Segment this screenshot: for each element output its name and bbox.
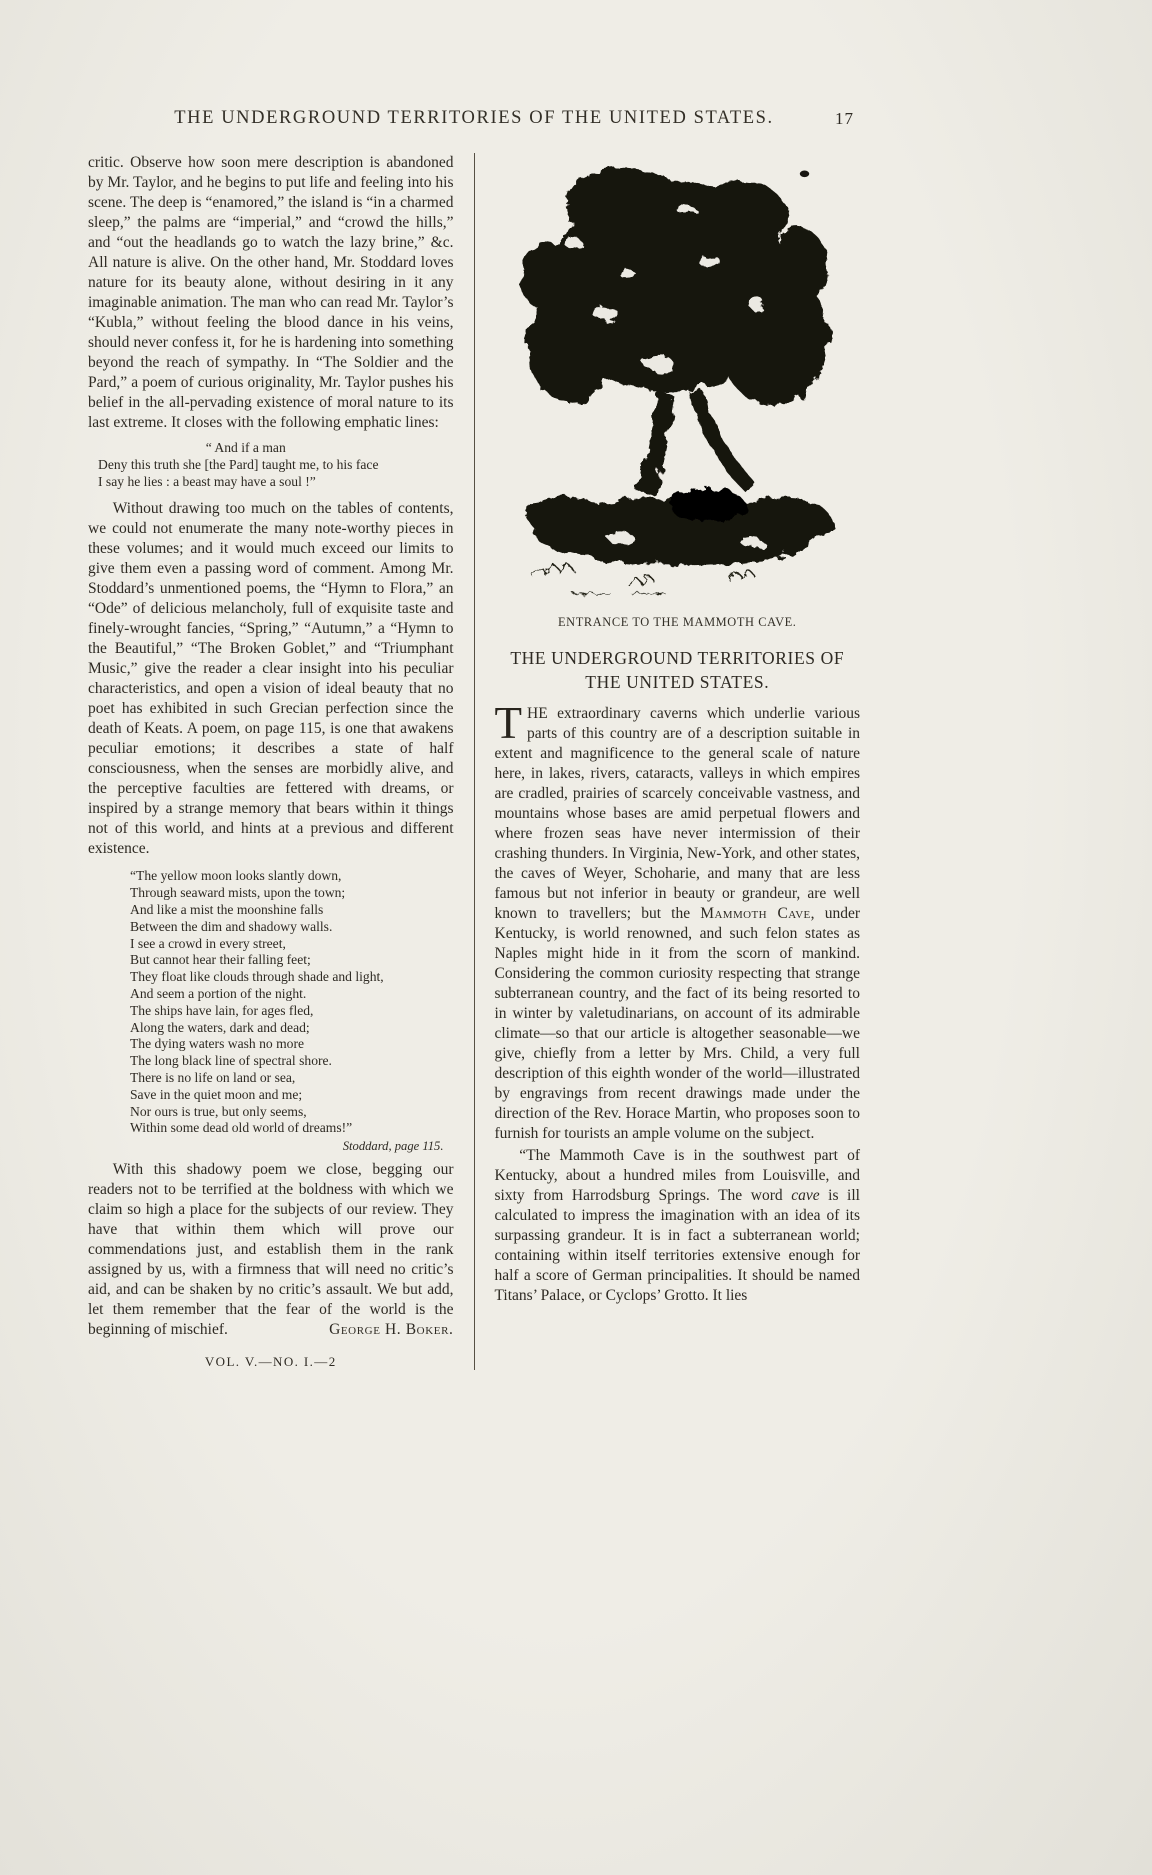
poem-line: Within some dead old world of dreams!” xyxy=(130,1120,353,1136)
engraving-mammoth-cave-entrance xyxy=(516,153,838,607)
author-signature: George H. Boker. xyxy=(329,1321,454,1339)
location-text-a: “The Mammoth Cave is in the southwest part of Kentucky, about a hundred miles from Louisville, and sixty from Harrodsburg Springs. The word xyxy=(494,1147,860,1205)
paragraph-cave-location xyxy=(495,1146,861,1306)
right-column xyxy=(475,153,861,1370)
verse-line: Deny this truth she [the Pard] taught me, to his face xyxy=(98,456,379,472)
poem-line: The ships have lain, for ages fled, xyxy=(130,1002,314,1018)
location-text-b: is ill calculated to impress the imagination with an idea of its surpassing grandeur. It is in fact a subterranean world; containing within itself territories extensive enough for half a score of German principalities. It should be named Titans’ Palace, or Cyclops’ Grotto. It lies xyxy=(494,1187,860,1305)
printed-area xyxy=(88,108,860,1370)
poem-line: The dying waters wash no more xyxy=(130,1036,305,1052)
paragraph-review-continued: critic. Observe how soon mere description is abandoned by Mr. Taylor, and he begins to put life and feeling into his scene. The deep is “enamored,” the island is “in a charmed sleep,” the palms are “imperial,” and “crowd the hills,” and “out the headlands go to watch the lazy brine,” &c. All nature is alive. On the other hand, Mr. Stoddard loves nature for its beauty alone, without desiring in it any imaginable animation. The man who can read Mr. Taylor’s “Kubla,” without feeling the blood dance in his veins, should never confess it, for he is hardening into something beyond the reach of sympathy. In “The Soldier and the Pard,” a poem of curious originality, Mr. Taylor pushes his belief in the all-pervading existence of moral nature to its last extreme. It closes with the following emphatic lines: xyxy=(88,154,454,431)
verse-line: I say he lies : a beast may have a soul !” xyxy=(98,473,316,489)
poem-line: Nor ours is true, but only seems, xyxy=(130,1103,307,1119)
article-title xyxy=(495,646,861,694)
page-header xyxy=(88,108,860,129)
poem-attribution: Stoddard, page 115. xyxy=(342,1139,444,1154)
intro-text-b: , under Kentucky, is world renowned, and such felon states as Naples might hide in it from the scorn of mankind. Considering the common curiosity respecting that strange subterranean country, and the fact of its being resorted to in winter by valetudinarians, on account of its admirable climate—so that our article is altogether seasonable—we give, chiefly from a letter by Mrs. Child, a very full description of this eighth wonder of the world—illustrated by engravings from recent drawings made under the direction of the Rev. Horace Martin, who proposes soon to furnish for tourists an ample volume on the subject. xyxy=(494,905,860,1143)
paragraph-stoddard-poems: Without drawing too much on the tables of contents, we could not enumerate the many note-worthy pieces in these volumes; and it would much exceed our limits to give them even a passing word of comment. Among Mr. Stoddard’s unmentioned poems, the “Hymn to Flora,” an “Ode” of delicious melancholy, full of exquisite taste and finely-wrought fancies, “Spring,” “Autumn,” a “Hymn to the Beautiful,” “The Broken Goblet,” and “Triumphant Music,” give the reader a clear insight into his peculiar characteristics, and open a vision of ideal beauty that no poet has exhibited in such Grecian perfection since the death of Keats. A poem, on page 115, is one that awakens peculiar emotions; it describes a state of half consciousness, when the senses are morbidly alive, and the perceptive faculties are fettered with dreams, or inspired by a strange memory that bears within it things not of this world, and hints at a previous and different existence. xyxy=(88,500,454,858)
paragraph-caverns-intro xyxy=(494,698,861,1144)
paragraph-closing xyxy=(88,1160,454,1340)
drop-cap-letter: T xyxy=(494,698,522,749)
poem-line: The long black line of spectral shore. xyxy=(130,1053,332,1069)
poem-yellow-moon xyxy=(130,868,454,1137)
verse-line: “ And if a man xyxy=(205,440,286,455)
poem-line: And seem a portion of the night. xyxy=(130,985,307,1001)
poem-line: There is no life on land or sea, xyxy=(130,1069,296,1085)
poem-line: Save in the quiet moon and me; xyxy=(130,1086,303,1102)
volume-issue-line: VOL. V.—NO. I.—2 xyxy=(204,1354,337,1370)
closing-text: With this shadowy poem we close, begging our readers not to be terrified at the boldness with which we claim so high a place for the subjects of our review. They have that within them which will prove our commendations just, and establish them in the rank assigned by us, with a firmness that will need no critic’s aid, and can be shaken by no critic’s assault. We but add, let them remember that the fear of the world is the beginning of mischief. xyxy=(88,1161,454,1339)
left-column xyxy=(88,153,475,1370)
mammoth-cave-smallcaps: Mammoth Cave xyxy=(700,905,811,923)
poem-line: I see a crowd in every street, xyxy=(130,935,286,951)
article-title-line2: THE UNITED STATES. xyxy=(585,672,770,693)
poem-line: Along the waters, dark and dead; xyxy=(130,1019,310,1035)
page-number: 17 xyxy=(835,109,854,128)
poem-line: But cannot hear their falling feet; xyxy=(130,952,311,968)
figure-caption: ENTRANCE TO THE MAMMOTH CAVE. xyxy=(558,615,797,630)
poem-line: They float like clouds through shade and light, xyxy=(130,969,384,985)
cave-italic-word: cave xyxy=(791,1187,820,1205)
verse-quote-pard xyxy=(98,440,454,490)
poem-line: And like a mist the moonshine falls xyxy=(130,901,324,917)
two-column-layout xyxy=(88,153,860,1370)
intro-text-a: HE extraordinary caverns which underlie various parts of this country are of a description suitable in extent and magnificence to the general scale of nature here, in lakes, rivers, cataracts, valleys in which empires are cradled, prairies of scarcely conceivable vastness, and mountains whose bases are amid perpetual flowers and where frozen seas have never intermission of their crashing thunders. In Virginia, New-York, and other states, the caves of Weyer, Schoharie, and many that are less famous but not inferior in beauty or grandeur, are well known to travellers; but the xyxy=(494,705,860,923)
poem-line: Between the dim and shadowy walls. xyxy=(130,918,333,934)
article-title-line1: THE UNDERGROUND TERRITORIES OF xyxy=(510,648,845,669)
poem-line: “The yellow moon looks slantly down, xyxy=(130,868,342,884)
tree-engraving-illustration xyxy=(516,153,838,607)
running-head-title: THE UNDERGROUND TERRITORIES OF THE UNITED STATES. xyxy=(174,108,774,128)
poem-line: Through seaward mists, upon the town; xyxy=(130,885,346,901)
